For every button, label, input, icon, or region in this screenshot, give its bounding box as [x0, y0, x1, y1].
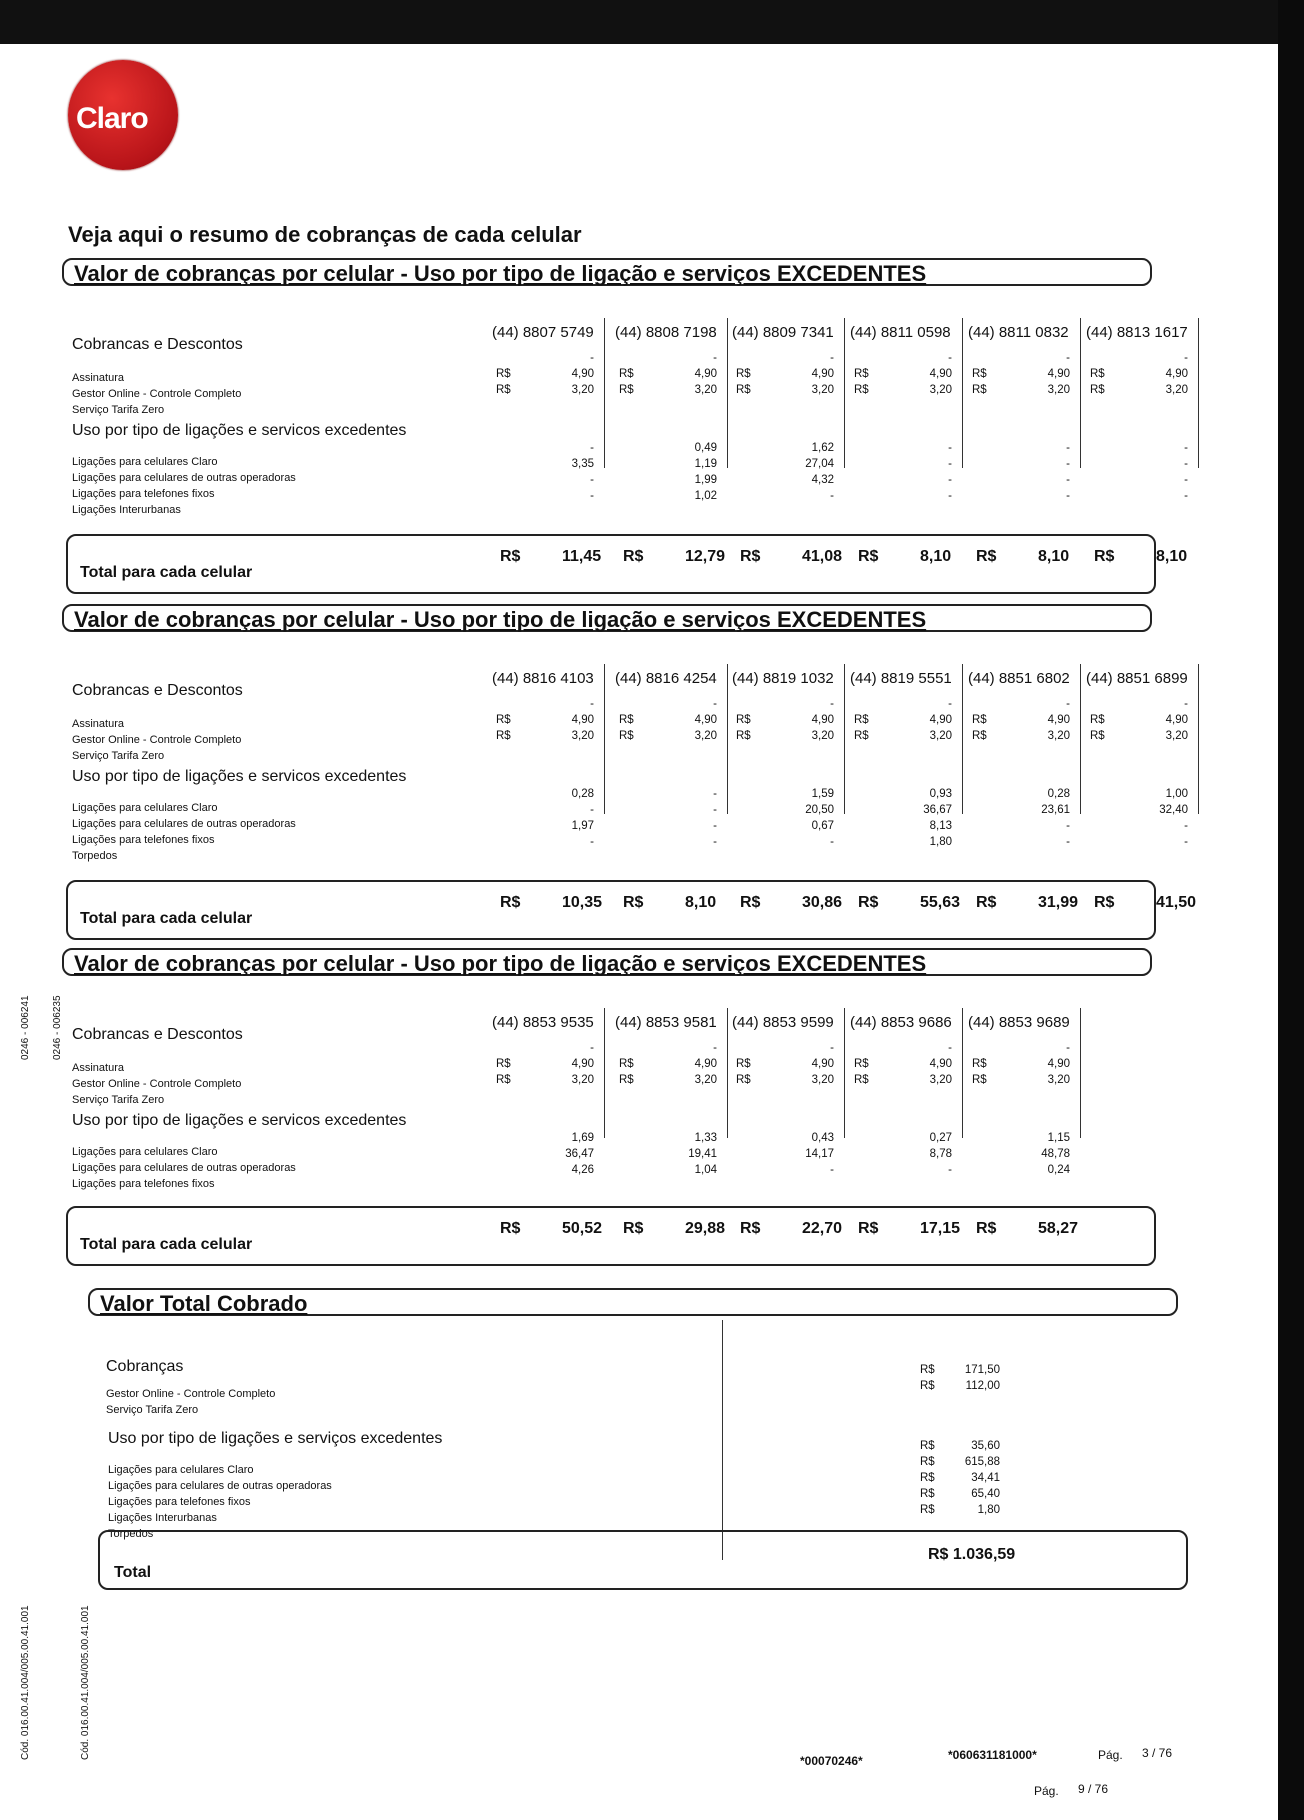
phone-total: 30,86: [802, 894, 843, 911]
scan-right-border: [1278, 0, 1304, 1820]
uso-item-label: Ligações para telefones fixos: [108, 1496, 251, 1508]
fixed-charge-value: 4,90: [1047, 1058, 1070, 1070]
uso-heading: Uso por tipo de ligações e serviços excedentes: [108, 1430, 443, 1447]
fixed-charge-value: 4,90: [929, 368, 952, 380]
currency-label: R$: [500, 548, 521, 565]
uso-value: 48,78: [1041, 1148, 1070, 1160]
fixed-charge-value: 3,20: [1165, 384, 1188, 396]
currency-label: R$: [920, 1440, 935, 1452]
fixed-charge-value: 3,20: [1165, 730, 1188, 742]
currency-label: R$: [972, 1058, 987, 1070]
logo-text: Claro: [76, 102, 148, 135]
uso-row-label: Ligações para celulares de outras operadoras: [72, 1162, 296, 1174]
uso-value: 8,13: [929, 820, 952, 832]
page-number-2: 9 / 76: [1078, 1782, 1109, 1796]
phone-number-header: (44) 8819 5551: [850, 670, 952, 687]
currency-label: R$: [496, 368, 511, 380]
column-divider: [962, 664, 963, 814]
uso-value: 4,26: [571, 1164, 594, 1176]
fixed-charge-value: 4,90: [811, 1058, 834, 1070]
phone-number-header: (44) 8811 0598: [850, 324, 951, 341]
fixed-charge-value: 4,90: [811, 368, 834, 380]
uso-row-label: Ligações para celulares Claro: [72, 456, 218, 468]
valor-total-section: [88, 1280, 1188, 1610]
currency-label: R$: [854, 368, 869, 380]
fixed-charge-label: Gestor Online - Controle Completo: [72, 734, 242, 746]
uso-row-label: Torpedos: [72, 850, 118, 862]
uso-value: 27,04: [805, 458, 834, 470]
uso-item-label: Torpedos: [108, 1528, 154, 1540]
currency-label: R$: [736, 714, 751, 726]
fixed-charge-label: Assinatura: [72, 372, 124, 384]
currency-label: R$: [854, 1074, 869, 1086]
charges-section-3: [62, 948, 1162, 1288]
uso-value: -: [1066, 820, 1070, 832]
uso-value: -: [1184, 442, 1188, 454]
phone-number-header: (44) 8851 6802: [968, 670, 1070, 687]
uso-item-label: Ligações para celulares Claro: [108, 1464, 254, 1476]
phone-number-header: (44) 8819 1032: [732, 670, 834, 687]
scan-top-border: [0, 0, 1304, 44]
currency-label: R$: [619, 368, 634, 380]
fixed-charge-value: 3,20: [571, 1074, 594, 1086]
uso-value: -: [1066, 458, 1070, 470]
cobranca-item-value: 171,50: [964, 1364, 1000, 1376]
phone-number-header: (44) 8853 9535: [492, 1014, 594, 1031]
uso-item-label: Ligações para celulares de outras operadoras: [108, 1480, 332, 1492]
uso-value: 1,19: [694, 458, 717, 470]
currency-label: R$: [976, 1220, 997, 1237]
phone-number-header: (44) 8813 1617: [1086, 324, 1188, 341]
dash-mark: -: [1066, 698, 1070, 710]
page-label: Pág.: [1098, 1748, 1123, 1762]
uso-value: -: [713, 836, 717, 848]
currency-label: R$: [1090, 368, 1105, 380]
uso-value: -: [1066, 442, 1070, 454]
dash-mark: -: [1066, 1042, 1070, 1054]
uso-value: 0,43: [811, 1132, 834, 1144]
column-divider: [1080, 664, 1081, 814]
currency-label: R$: [1094, 548, 1115, 565]
phone-number-header: (44) 8809 7341: [732, 324, 834, 341]
uso-value: -: [830, 836, 834, 848]
currency-label: R$: [976, 548, 997, 565]
uso-value: -: [948, 474, 952, 486]
fixed-charge-value: 3,20: [929, 730, 952, 742]
uso-value: 36,47: [565, 1148, 594, 1160]
dash-mark: -: [590, 352, 594, 364]
dash-mark: -: [830, 698, 834, 710]
page-number: 3 / 76: [1142, 1746, 1173, 1760]
dash-mark: -: [948, 698, 952, 710]
phone-total: 10,35: [562, 894, 603, 911]
uso-value: -: [590, 442, 594, 454]
currency-label: R$: [972, 384, 987, 396]
phone-number-header: (44) 8853 9686: [850, 1014, 952, 1031]
dash-mark: -: [948, 352, 952, 364]
uso-value: 1,02: [694, 490, 717, 502]
phone-total: 8,10: [920, 548, 952, 565]
phone-total: 31,99: [1038, 894, 1079, 911]
currency-label: R$: [619, 714, 634, 726]
uso-value: -: [590, 474, 594, 486]
uso-value: -: [948, 1164, 952, 1176]
currency-label: R$: [854, 384, 869, 396]
currency-label: R$: [972, 730, 987, 742]
currency-label: R$: [623, 894, 644, 911]
dash-mark: -: [830, 352, 834, 364]
dash-mark: -: [590, 698, 594, 710]
uso-row-label: Ligações para celulares de outras operadoras: [72, 818, 296, 830]
column-divider: [962, 318, 963, 468]
fixed-charge-value: 4,90: [694, 714, 717, 726]
phone-number-header: (44) 8816 4103: [492, 670, 594, 687]
uso-value: 0,24: [1047, 1164, 1070, 1176]
currency-label: R$: [920, 1472, 935, 1484]
phone-total: 50,52: [562, 1220, 603, 1237]
uso-value: 23,61: [1041, 804, 1070, 816]
valor-total-divider: [722, 1320, 723, 1560]
uso-value: 1,00: [1165, 788, 1188, 800]
uso-value: 1,80: [929, 836, 952, 848]
uso-value: -: [1066, 836, 1070, 848]
uso-value: 1,62: [811, 442, 834, 454]
column-divider: [604, 1008, 605, 1138]
currency-label: R$: [736, 1058, 751, 1070]
fixed-charge-value: 3,20: [1047, 730, 1070, 742]
currency-label: R$: [736, 1074, 751, 1086]
uso-value: -: [590, 490, 594, 502]
column-divider: [844, 318, 845, 468]
uso-value: 1,97: [571, 820, 594, 832]
column-divider: [1198, 664, 1199, 814]
currency-label: R$: [976, 894, 997, 911]
fixed-charge-value: 3,20: [929, 384, 952, 396]
currency-label: R$: [920, 1504, 935, 1516]
fixed-charge-value: 3,20: [571, 730, 594, 742]
phone-total: 41,50: [1156, 894, 1197, 911]
fixed-charge-value: 3,20: [694, 384, 717, 396]
dash-mark: -: [1066, 352, 1070, 364]
cobranca-item-label: Serviço Tarifa Zero: [106, 1404, 199, 1416]
column-divider: [727, 664, 728, 814]
phone-total: 8,10: [685, 894, 717, 911]
currency-label: R$: [972, 368, 987, 380]
cobrancas-label: Cobrancas e Descontos: [72, 336, 243, 353]
uso-value: 36,67: [923, 804, 952, 816]
fixed-charge-value: 4,90: [571, 714, 594, 726]
fixed-charge-label: Serviço Tarifa Zero: [72, 1094, 165, 1106]
phone-number-header: (44) 8853 9599: [732, 1014, 834, 1031]
cobrancas-label: Cobrancas e Descontos: [72, 1026, 243, 1043]
uso-value: 3,35: [571, 458, 594, 470]
fixed-charge-value: 3,20: [811, 1074, 834, 1086]
uso-heading: Uso por tipo de ligações e servicos excedentes: [72, 422, 407, 439]
fixed-charge-value: 4,90: [929, 714, 952, 726]
fixed-charge-value: 4,90: [811, 714, 834, 726]
uso-value: -: [830, 490, 834, 502]
fixed-charge-label: Assinatura: [72, 1062, 124, 1074]
fixed-charge-value: 3,20: [694, 1074, 717, 1086]
uso-value: -: [830, 1164, 834, 1176]
barcode-code-2: *060631181000*: [948, 1748, 1037, 1762]
side-code-4: Cód. 016.00.41.004/005.00.41.001: [80, 1605, 91, 1760]
uso-value: -: [1184, 836, 1188, 848]
fixed-charge-label: Gestor Online - Controle Completo: [72, 1078, 242, 1090]
currency-label: R$: [619, 730, 634, 742]
uso-value: -: [1184, 820, 1188, 832]
fixed-charge-label: Serviço Tarifa Zero: [72, 404, 165, 416]
uso-row-label: Ligações para celulares Claro: [72, 1146, 218, 1158]
uso-value: 8,78: [929, 1148, 952, 1160]
currency-label: R$: [972, 1074, 987, 1086]
uso-row-label: Ligações para celulares de outras operadoras: [72, 472, 296, 484]
column-divider: [1080, 318, 1081, 468]
phone-total: 11,45: [562, 548, 602, 565]
uso-item-value: 615,88: [964, 1456, 1000, 1468]
column-divider: [604, 318, 605, 468]
uso-value: -: [948, 490, 952, 502]
uso-item-value: 65,40: [971, 1488, 1000, 1500]
fixed-charge-label: Assinatura: [72, 718, 124, 730]
currency-label: R$: [920, 1364, 935, 1376]
currency-label: R$: [736, 384, 751, 396]
uso-value: 1,04: [694, 1164, 717, 1176]
uso-value: 1,33: [694, 1132, 717, 1144]
uso-row-label: Ligações Interurbanas: [72, 504, 181, 516]
fixed-charge-label: Gestor Online - Controle Completo: [72, 388, 242, 400]
fixed-charge-value: 3,20: [1047, 384, 1070, 396]
charges-section-1: [62, 258, 1188, 598]
uso-value: -: [1066, 490, 1070, 502]
column-divider: [844, 664, 845, 814]
uso-value: -: [1184, 474, 1188, 486]
uso-value: 1,69: [571, 1132, 594, 1144]
total-label: Total para cada celular: [80, 564, 253, 581]
phone-total: 58,27: [1038, 1220, 1079, 1237]
uso-value: -: [713, 788, 717, 800]
phone-number-header: (44) 8851 6899: [1086, 670, 1188, 687]
currency-label: R$: [736, 368, 751, 380]
column-divider: [727, 1008, 728, 1138]
currency-label: R$: [858, 894, 879, 911]
section-title: Valor de cobranças por celular - Uso por tipo de ligação e serviços EXCEDENTES: [62, 948, 1152, 976]
uso-value: 0,28: [1047, 788, 1070, 800]
phone-total: 41,08: [802, 548, 843, 565]
uso-row-label: Ligações para telefones fixos: [72, 834, 215, 846]
uso-value: -: [590, 804, 594, 816]
uso-row-label: Ligações para telefones fixos: [72, 1178, 215, 1190]
uso-value: 20,50: [805, 804, 834, 816]
fixed-charge-value: 3,20: [571, 384, 594, 396]
side-code-3: Cód. 016.00.41.004/005.00.41.001: [20, 1605, 31, 1760]
currency-label: R$: [619, 1058, 634, 1070]
valor-total-amount: R$ 1.036,59: [928, 1546, 1016, 1563]
currency-label: R$: [619, 1074, 634, 1086]
uso-item-label: Ligações Interurbanas: [108, 1512, 217, 1524]
cobrancas-label: Cobrancas e Descontos: [72, 682, 243, 699]
barcode-code-1: *00070246*: [800, 1754, 863, 1768]
uso-value: -: [713, 804, 717, 816]
currency-label: R$: [1090, 384, 1105, 396]
uso-item-value: 34,41: [971, 1472, 1000, 1484]
currency-label: R$: [1090, 730, 1105, 742]
uso-row-label: Ligações para celulares Claro: [72, 802, 218, 814]
phone-number-header: (44) 8808 7198: [615, 324, 717, 341]
fixed-charge-value: 4,90: [1165, 714, 1188, 726]
uso-value: 0,67: [811, 820, 834, 832]
uso-value: 19,41: [688, 1148, 717, 1160]
fixed-charge-value: 4,90: [694, 1058, 717, 1070]
currency-label: R$: [619, 384, 634, 396]
phone-number-header: (44) 8853 9581: [615, 1014, 717, 1031]
side-code-2: 0246 - 006235: [52, 995, 63, 1060]
fixed-charge-value: 3,20: [929, 1074, 952, 1086]
currency-label: R$: [920, 1488, 935, 1500]
currency-label: R$: [854, 1058, 869, 1070]
phone-number-header: (44) 8807 5749: [492, 324, 594, 341]
currency-label: R$: [623, 548, 644, 565]
fixed-charge-value: 4,90: [1047, 714, 1070, 726]
uso-value: -: [948, 442, 952, 454]
valor-total-box: [98, 1530, 1188, 1590]
uso-value: 1,59: [811, 788, 834, 800]
column-divider: [1198, 318, 1199, 468]
column-divider: [604, 664, 605, 814]
currency-label: R$: [740, 894, 761, 911]
uso-value: -: [1184, 490, 1188, 502]
uso-value: 14,17: [805, 1148, 834, 1160]
uso-value: 0,49: [694, 442, 717, 454]
phone-total: 17,15: [920, 1220, 961, 1237]
valor-total-label: Total: [114, 1564, 152, 1581]
uso-item-value: 35,60: [971, 1440, 1000, 1452]
fixed-charge-value: 3,20: [1047, 1074, 1070, 1086]
fixed-charge-value: 4,90: [571, 1058, 594, 1070]
currency-label: R$: [854, 714, 869, 726]
currency-label: R$: [496, 730, 511, 742]
currency-label: R$: [740, 548, 761, 565]
phone-total: 55,63: [920, 894, 961, 911]
currency-label: R$: [1090, 714, 1105, 726]
currency-label: R$: [920, 1380, 935, 1392]
column-divider: [1080, 1008, 1081, 1138]
currency-label: R$: [736, 730, 751, 742]
valor-total-title: Valor Total Cobrado: [88, 1288, 1178, 1316]
currency-label: R$: [496, 1074, 511, 1086]
dash-mark: -: [948, 1042, 952, 1054]
currency-label: R$: [858, 1220, 879, 1237]
currency-label: R$: [500, 1220, 521, 1237]
cobranca-item-value: 112,00: [965, 1380, 1000, 1392]
uso-value: 1,15: [1047, 1132, 1070, 1144]
fixed-charge-value: 4,90: [1047, 368, 1070, 380]
fixed-charge-value: 4,90: [694, 368, 717, 380]
currency-label: R$: [496, 714, 511, 726]
claro-logo: [68, 60, 178, 170]
currency-label: R$: [972, 714, 987, 726]
cobrancas-heading: Cobranças: [106, 1358, 184, 1375]
uso-value: 4,32: [811, 474, 834, 486]
phone-total: 22,70: [802, 1220, 843, 1237]
currency-label: R$: [854, 730, 869, 742]
section-title: Valor de cobranças por celular - Uso por tipo de ligação e serviços EXCEDENTES: [62, 604, 1152, 632]
uso-value: 32,40: [1159, 804, 1188, 816]
column-divider: [727, 318, 728, 468]
section-title: Valor de cobranças por celular - Uso por tipo de ligação e serviços EXCEDENTES: [62, 258, 1152, 286]
uso-value: -: [1066, 474, 1070, 486]
currency-label: R$: [1094, 894, 1115, 911]
dash-mark: -: [713, 352, 717, 364]
fixed-charge-value: 3,20: [811, 730, 834, 742]
uso-heading: Uso por tipo de ligações e servicos excedentes: [72, 1112, 407, 1129]
uso-row-label: Ligações para telefones fixos: [72, 488, 215, 500]
fixed-charge-label: Serviço Tarifa Zero: [72, 750, 165, 762]
uso-value: -: [1184, 458, 1188, 470]
uso-value: -: [713, 820, 717, 832]
total-label: Total para cada celular: [80, 910, 253, 927]
phone-number-header: (44) 8811 0832: [968, 324, 1069, 341]
fixed-charge-value: 3,20: [811, 384, 834, 396]
uso-value: 1,99: [694, 474, 717, 486]
dash-mark: -: [830, 1042, 834, 1054]
dash-mark: -: [713, 698, 717, 710]
column-divider: [844, 1008, 845, 1138]
charges-section-2: [62, 604, 1197, 944]
dash-mark: -: [713, 1042, 717, 1054]
dash-mark: -: [1184, 698, 1188, 710]
dash-mark: -: [590, 1042, 594, 1054]
currency-label: R$: [496, 1058, 511, 1070]
fixed-charge-value: 4,90: [929, 1058, 952, 1070]
column-divider: [962, 1008, 963, 1138]
uso-value: 0,27: [929, 1132, 952, 1144]
uso-value: -: [590, 836, 594, 848]
currency-label: R$: [623, 1220, 644, 1237]
currency-label: R$: [740, 1220, 761, 1237]
uso-value: 0,93: [929, 788, 952, 800]
phone-total: 29,88: [685, 1220, 726, 1237]
phone-total: 12,79: [685, 548, 726, 565]
fixed-charge-value: 4,90: [571, 368, 594, 380]
uso-value: 0,28: [571, 788, 594, 800]
uso-item-value: 1,80: [977, 1504, 1000, 1516]
uso-heading: Uso por tipo de ligações e servicos excedentes: [72, 768, 407, 785]
phone-total: 8,10: [1038, 548, 1070, 565]
page-label-2: Pág.: [1034, 1784, 1059, 1798]
fixed-charge-value: 3,20: [694, 730, 717, 742]
uso-value: -: [948, 458, 952, 470]
currency-label: R$: [920, 1456, 935, 1468]
phone-total: 8,10: [1156, 548, 1188, 565]
phone-number-header: (44) 8816 4254: [615, 670, 717, 687]
total-label: Total para cada celular: [80, 1236, 253, 1253]
cobranca-item-label: Gestor Online - Controle Completo: [106, 1388, 276, 1400]
dash-mark: -: [1184, 352, 1188, 364]
currency-label: R$: [496, 384, 511, 396]
phone-number-header: (44) 8853 9689: [968, 1014, 1070, 1031]
currency-label: R$: [500, 894, 521, 911]
side-code-1: 0246 - 006241: [20, 995, 31, 1060]
currency-label: R$: [858, 548, 879, 565]
fixed-charge-value: 4,90: [1165, 368, 1188, 380]
intro-title: Veja aqui o resumo de cobranças de cada celular: [68, 222, 582, 247]
